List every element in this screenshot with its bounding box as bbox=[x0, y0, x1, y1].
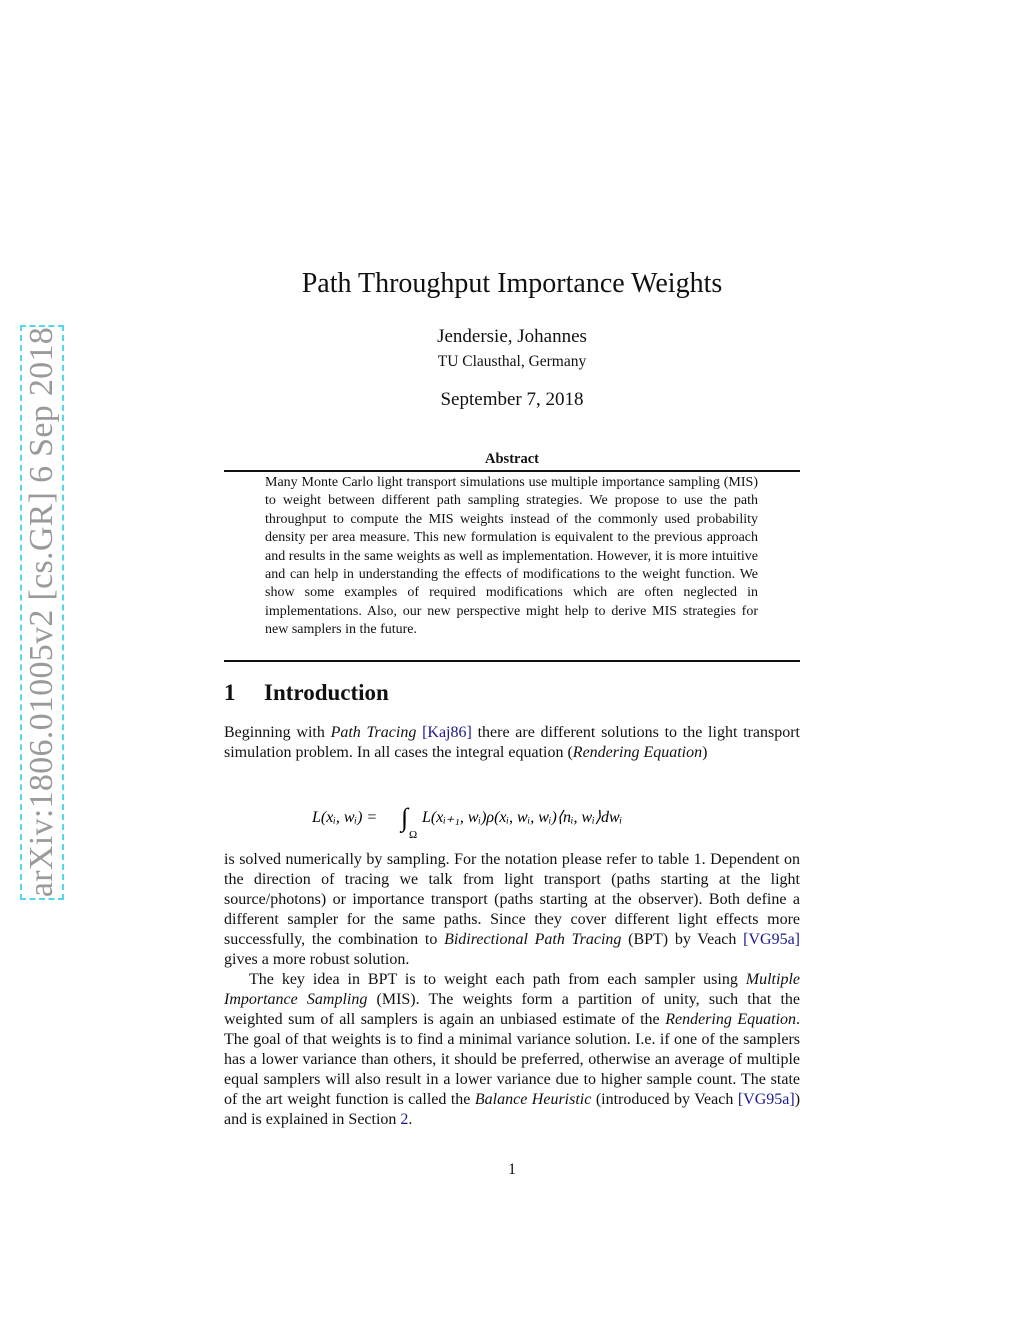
citation-link[interactable]: [VG95a] bbox=[737, 1091, 795, 1108]
equation-lhs: L(xᵢ, wᵢ) = bbox=[312, 809, 378, 826]
date: September 7, 2018 bbox=[440, 389, 584, 410]
intro-paragraph-3: The key idea in BPT is to weight each path from each sampler using Multiple Importance Sampling (MIS). The weights form a partition of unity, such that the weighted sum of all samplers is again an unbiased estimate of the Rendering Equation. The goal of that weights is to find a minimal variance solution. I.e. if one of the samplers has a lower variance than others, it should be preferred, otherwise an average of multiple equal samplers will also result in a lower variance due to higher sample count. The state of the art weight function is called the Balance Heuristic (introduced by Veach [VG95a]) and is explained in Section 2. bbox=[224, 971, 801, 1128]
abstract-heading: Abstract bbox=[485, 451, 539, 467]
citation-link[interactable]: [Kaj86] bbox=[422, 724, 472, 741]
section-link[interactable]: 2 bbox=[400, 1111, 409, 1128]
intro-paragraph-2: is solved numerically by sampling. For the notation please refer to table 1. Dependent on the direction of tracing we talk from light transport (paths starting at the light source/photons) or importance transport (paths starting at the observer). Both define a different sampler for the same paths. Since they cover different light effects more successfully, the combination to Bidirectional Path Tracing (BPT) by Veach [VG95a] gives a more robust solution. bbox=[224, 851, 800, 968]
arxiv-stamp: arXiv:1806.01005v2 [cs.GR] 6 Sep 2018 bbox=[23, 326, 60, 898]
intro-paragraph-1: Beginning with Path Tracing [Kaj86] there are different solutions to the light transport simulation problem. In all cases the integral equation (Rendering Equation) bbox=[224, 724, 800, 761]
integral-sign: ∫ bbox=[401, 803, 409, 832]
section-title: Introduction bbox=[264, 680, 389, 705]
affiliation: TU Clausthal, Germany bbox=[437, 353, 587, 370]
abstract-text: Many Monte Carlo light transport simulations use multiple importance sampling (MIS) to weight between different path sampling strategies. We propose to use the path throughput to compute the MIS weights instead of the commonly used probability density per area measure. This new formulation is equivalent to the previous approach and results in the same weights as well as implementation. However, it is more intuitive and can help in understanding the effects of modifications to the weight function. We show some examples of required modifications which are often neglected in implementations. Also, our new perspective might help to derive MIS strategies for new samplers in the future. bbox=[265, 475, 758, 638]
citation-link[interactable]: [VG95a] bbox=[743, 931, 800, 948]
section-heading bbox=[224, 680, 389, 706]
equation-figure bbox=[312, 796, 712, 840]
abstract-top-rule bbox=[224, 470, 800, 472]
rendering-equation bbox=[224, 796, 800, 845]
abstract-bottom-rule bbox=[224, 660, 800, 662]
equation-rhs: L(xᵢ₊₁, wᵢ)ρ(xᵢ, wᵢ, wᵢ)⟨nᵢ, wᵢ⟩dwᵢ bbox=[422, 809, 623, 826]
paper-title: Path Throughput Importance Weights bbox=[301, 268, 723, 299]
integral-domain: Ω bbox=[409, 829, 418, 841]
section-number: 1 bbox=[224, 680, 236, 705]
page-number: 1 bbox=[508, 1161, 516, 1178]
author: Jendersie, Johannes bbox=[437, 326, 587, 347]
